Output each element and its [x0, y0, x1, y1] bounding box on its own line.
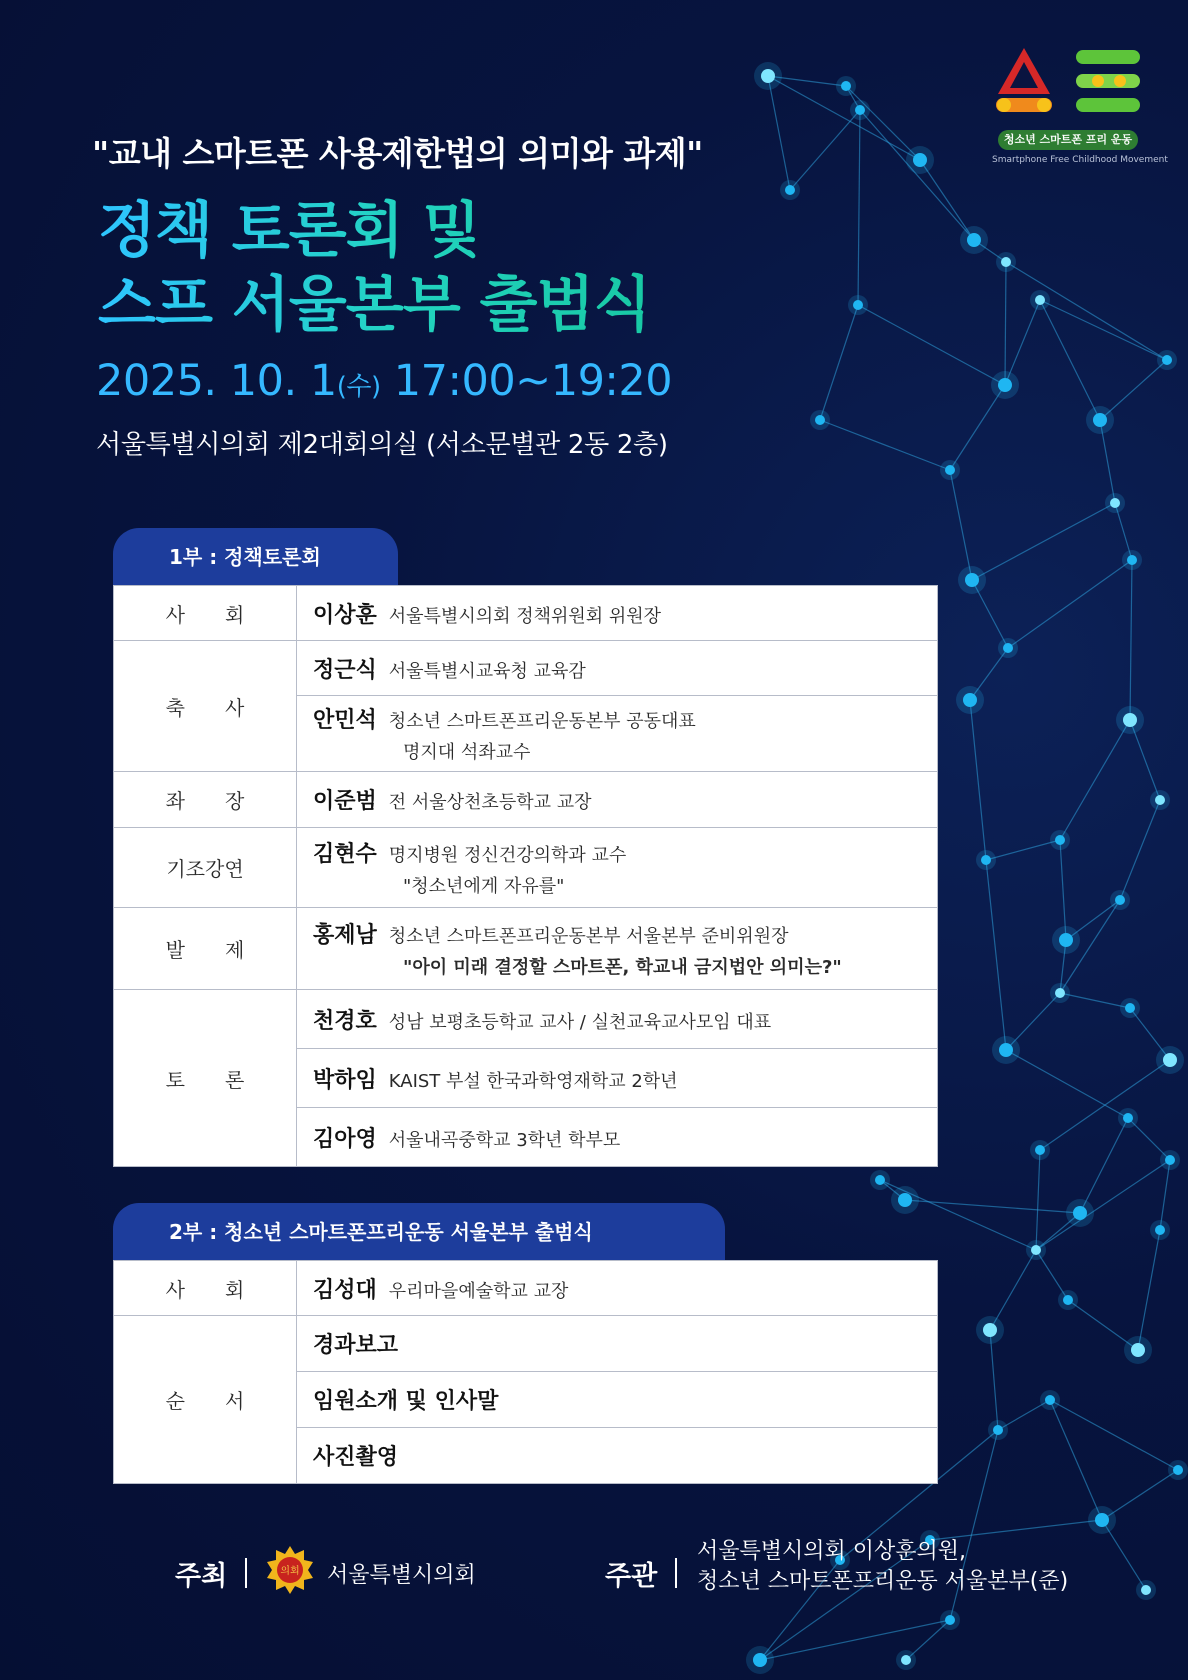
part2-tab: 2부 : 청소년 스마트폰프리운동 서울본부 출범식 — [113, 1203, 725, 1261]
network-link — [820, 305, 858, 420]
network-link — [1050, 1400, 1102, 1520]
person-desc-line2: 명지대 석좌교수 — [403, 742, 531, 763]
table-row — [114, 641, 938, 696]
person-cell — [297, 586, 938, 641]
network-node — [945, 465, 955, 475]
part2-table — [113, 1260, 938, 1484]
part1-table — [113, 585, 938, 1167]
network-link — [790, 110, 860, 190]
role-label: 발제 — [165, 938, 285, 962]
network-link — [1036, 1160, 1170, 1250]
talk-topic: "청소년에게 자유를" — [403, 876, 565, 897]
network-node — [1163, 1053, 1177, 1067]
network-node — [993, 1425, 1003, 1435]
network-node — [1123, 713, 1137, 727]
event-date: 2025. 10. 1 — [96, 356, 337, 406]
person-name: 홍제남 — [313, 923, 377, 948]
event-time: 17:00~19:20 — [380, 356, 673, 406]
event-title — [98, 194, 650, 342]
table-row — [114, 908, 938, 990]
host-org: 서울특별시의회 — [327, 1563, 476, 1588]
program-item-cell — [297, 1372, 938, 1428]
host-label: 주최 — [175, 1561, 228, 1592]
network-node — [1127, 555, 1137, 565]
network-link — [1036, 1150, 1040, 1250]
network-link — [970, 700, 986, 860]
network-link — [1040, 1060, 1170, 1150]
network-link — [986, 860, 1006, 1050]
network-link — [1160, 1160, 1170, 1230]
program-item: 경과보고 — [313, 1333, 399, 1358]
person-desc: 서울특별시의회 정책위원회 위원장 — [388, 605, 662, 627]
event-venue: 서울특별시의회 제2대회의실 (서소문별관 2동 2층) — [96, 430, 668, 460]
person-cell — [297, 641, 938, 696]
network-node — [981, 855, 991, 865]
person-desc: 청소년 스마트폰프리운동본부 공동대표 — [388, 711, 696, 732]
person-desc: 명지병원 정신건강의학과 교수 — [388, 845, 627, 866]
network-node — [1001, 257, 1011, 267]
role-cell — [114, 828, 297, 908]
network-node — [1125, 1003, 1135, 1013]
organizer-line2: 청소년 스마트폰프리운동 서울본부(준) — [697, 1569, 1069, 1594]
person-name: 이상훈 — [313, 602, 377, 628]
network-node — [963, 693, 977, 707]
role-cell — [114, 641, 297, 772]
network-node — [853, 300, 863, 310]
network-link — [1050, 1400, 1178, 1470]
network-node — [855, 105, 865, 115]
person-name: 김현수 — [313, 842, 377, 867]
person-cell — [297, 908, 938, 990]
network-link — [990, 1330, 998, 1430]
person-desc: 서울특별시교육청 교육감 — [388, 660, 586, 682]
network-node — [1155, 795, 1165, 805]
person-cell — [297, 696, 938, 772]
network-link — [986, 840, 1060, 860]
person-name: 안민석 — [313, 708, 377, 733]
network-link — [1040, 300, 1167, 360]
person-cell — [297, 772, 938, 828]
person-desc: 우리마을예술학교 교장 — [388, 1280, 569, 1302]
role-cell — [114, 1261, 297, 1316]
organizer-label: 주관 — [605, 1561, 658, 1592]
council-seal-icon — [264, 1544, 316, 1596]
network-link — [1060, 720, 1130, 840]
network-link — [1060, 840, 1066, 940]
network-node — [1055, 988, 1065, 998]
table-row — [114, 586, 938, 641]
network-node — [1055, 835, 1065, 845]
table-row — [114, 1261, 938, 1316]
person-desc: KAIST 부설 한국과학영재학교 2학년 — [388, 1070, 678, 1092]
part1-tab: 1부 : 정책토론회 — [113, 528, 398, 586]
network-link — [858, 110, 860, 305]
network-node — [913, 153, 927, 167]
role-label: 토론 — [165, 1067, 285, 1092]
person-cell — [297, 828, 938, 908]
seal-text: 의회 — [280, 1566, 300, 1577]
person-desc: 성남 보평초등학교 교사 / 실천교육교사모임 대표 — [388, 1011, 772, 1033]
network-link — [820, 420, 950, 470]
person-name: 천경호 — [313, 1008, 377, 1034]
footer-divider — [245, 1558, 247, 1588]
role-label: 사회 — [165, 1277, 285, 1302]
program-item: 사진촬영 — [313, 1445, 399, 1470]
network-link — [1040, 300, 1100, 420]
network-node — [1003, 643, 1013, 653]
network-node — [875, 1175, 885, 1185]
role-label: 좌장 — [165, 789, 285, 813]
network-node — [983, 1323, 997, 1337]
network-link — [846, 86, 920, 160]
network-link — [1060, 993, 1130, 1008]
person-name: 김성대 — [313, 1277, 377, 1303]
network-node — [1110, 498, 1120, 508]
network-node — [999, 1043, 1013, 1057]
network-link — [1008, 560, 1132, 648]
program-item: 임원소개 및 인사말 — [313, 1389, 499, 1414]
table-row — [114, 1316, 938, 1372]
role-cell — [114, 586, 297, 641]
organizer-line1: 서울특별시의회 이상훈의원, — [697, 1539, 967, 1564]
person-desc: 청소년 스마트폰프리운동본부 서울본부 준비위원장 — [388, 926, 789, 947]
role-label: 기조강연 — [166, 857, 244, 881]
table-row — [114, 772, 938, 828]
network-node — [785, 185, 795, 195]
network-node — [1131, 1343, 1145, 1357]
network-link — [860, 110, 974, 240]
event-title-line2: 스프 서울본부 출범식 — [98, 270, 651, 340]
network-link — [1006, 262, 1167, 360]
network-node — [1165, 1155, 1175, 1165]
network-link — [905, 1200, 1080, 1213]
role-cell — [114, 908, 297, 990]
network-node — [1035, 1145, 1045, 1155]
logo-badge: 청소년 스마트폰 프리 운동 — [998, 130, 1138, 150]
network-node — [1073, 1206, 1087, 1220]
network-node — [898, 1193, 912, 1207]
network-node — [1123, 1113, 1133, 1123]
person-name: 김아영 — [313, 1126, 377, 1152]
network-link — [1130, 560, 1132, 720]
logo-subtitle: Smartphone Free Childhood Movement — [992, 155, 1168, 165]
network-link — [920, 160, 974, 240]
network-node — [1162, 355, 1172, 365]
network-link — [858, 305, 1005, 385]
movement-logo — [992, 42, 1172, 182]
role-cell — [114, 1316, 297, 1484]
role-label: 축사 — [165, 695, 285, 720]
person-cell — [297, 990, 938, 1049]
network-node — [1063, 1295, 1073, 1305]
network-node — [1045, 1395, 1055, 1405]
network-link — [972, 503, 1115, 580]
network-link — [950, 385, 1005, 470]
event-day-of-week: (수) — [336, 372, 381, 402]
person-name: 박하임 — [313, 1067, 377, 1093]
role-cell — [114, 990, 297, 1167]
network-node — [1093, 413, 1107, 427]
network-link — [950, 470, 972, 580]
role-label: 순서 — [165, 1389, 285, 1413]
network-link — [1138, 1230, 1160, 1350]
network-link — [1005, 262, 1006, 385]
role-cell — [114, 772, 297, 828]
network-node — [815, 415, 825, 425]
network-node — [965, 573, 979, 587]
event-title-line1: 정책 토론회 및 — [98, 196, 480, 266]
role-label: 사회 — [165, 602, 285, 627]
person-cell — [297, 1108, 938, 1167]
table-row — [114, 990, 938, 1049]
network-node — [1035, 295, 1045, 305]
program-item-cell — [297, 1316, 938, 1372]
footer-divider — [675, 1558, 677, 1588]
network-node — [1031, 1245, 1041, 1255]
network-node — [1173, 1465, 1183, 1475]
person-desc: 전 서울상천초등학교 교장 — [388, 792, 592, 813]
network-node — [1155, 1225, 1165, 1235]
person-name: 정근식 — [313, 657, 377, 683]
talk-topic: "아이 미래 결정할 스마트폰, 학교내 금지법안 의미는?" — [403, 957, 842, 978]
network-node — [1059, 933, 1073, 947]
network-link — [1006, 1050, 1128, 1118]
person-desc: 서울내곡중학교 3학년 학부모 — [388, 1129, 621, 1151]
table-row — [114, 828, 938, 908]
network-node — [901, 1655, 911, 1665]
network-link — [768, 76, 790, 190]
network-node — [967, 233, 981, 247]
network-node — [761, 69, 775, 83]
network-node — [753, 1653, 767, 1667]
program-item-cell — [297, 1428, 938, 1484]
network-node — [841, 81, 851, 91]
logo-mark-icon — [992, 42, 1152, 132]
network-link — [1080, 1118, 1128, 1213]
event-subtitle: "교내 스마트폰 사용제한법의 의미와 과제" — [92, 134, 703, 173]
network-node — [998, 378, 1012, 392]
network-node — [1095, 1513, 1109, 1527]
person-cell — [297, 1261, 938, 1316]
footer — [0, 1530, 1188, 1630]
person-name: 이준범 — [313, 789, 377, 814]
event-datetime — [96, 356, 672, 406]
network-node — [1115, 895, 1125, 905]
person-cell — [297, 1049, 938, 1108]
network-link — [1120, 800, 1160, 900]
